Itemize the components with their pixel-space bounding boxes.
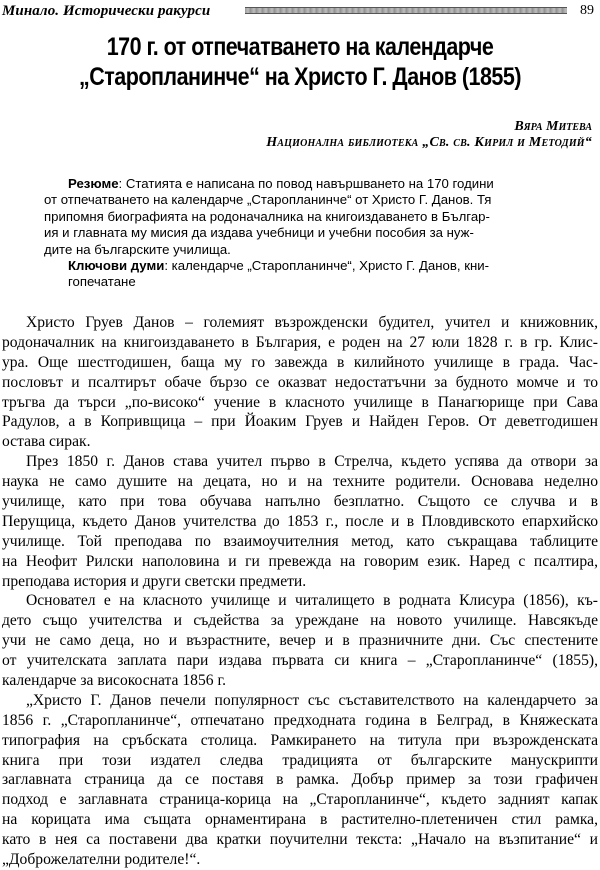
- body-line: През 1850 г. Данов става учител първо в Стрелча, където успява да отвори за: [26, 453, 598, 471]
- body-paragraph: [2, 313, 598, 452]
- keywords-text: : календарче „Старопланинче“, Христо Г. Данов, кни-: [164, 258, 490, 274]
- body-line: „Христо Г. Данов печели популярност със съставителството на календарчето за: [26, 691, 598, 709]
- body-line: 1856 г. „Старопланинче“, отпечатано предходната година в Белград, в Княжеската: [2, 711, 598, 729]
- keywords-label: Ключови думи: [68, 258, 165, 274]
- body-line: тръгва да търси „по-високо“ учение в класното училище в Панагюрище при Сава: [2, 393, 598, 411]
- body-paragraph: [2, 691, 598, 870]
- body-line: училище. Той преподава по взаимоучителния метод, като съкращава таблиците: [2, 532, 598, 550]
- body-line: календарче за високосната 1856 г.: [2, 672, 226, 690]
- body-line: ура. Още шестгодишен, баща му го завежда в килийното училище в града. Час-: [2, 353, 598, 371]
- summary-text: : Статията е написана по повод навършването на 170 години: [118, 176, 494, 191]
- running-header: [0, 2, 600, 22]
- body-line: Христо Груев Данов – големият възрожденски будител, учител и книжовник,: [26, 314, 598, 331]
- abstract-line: [44, 176, 574, 192]
- body-line: заглавната страница да се поставя в рамка. Добър пример за този графичен: [2, 771, 598, 789]
- author-institution: Национална библиотека „Св. св. Кирил и Методий“: [266, 135, 592, 150]
- body-line: дето също учителства и съдейства за уреждане на новото училище. Навсякъде: [2, 612, 598, 630]
- body-line: подход е заглавната страница-корица на „Старопланинче“, където задният капак: [2, 791, 598, 809]
- body-line: „Доброжелателни родителе!“.: [2, 851, 201, 869]
- abstract-line: припомня биографията на родоначалника на книгоиздаването в Българ-: [44, 208, 490, 224]
- body-line: родоначалник на книгоиздаването в България, е роден на 27 юли 1828 г. в гр. Клис-: [2, 333, 598, 351]
- abstract-line: дите на българските училища.: [44, 241, 231, 257]
- keywords-line: [44, 258, 574, 274]
- body-line: училище, като при това обучава напълно безплатно. Същото се случва и в: [2, 493, 598, 511]
- page-number: 89: [580, 3, 594, 18]
- body-line: остава сирак.: [2, 433, 91, 451]
- abstract-line: от отпечатването на календарче „Старопланинче“ от Христо Г. Данов. Тя: [44, 192, 492, 208]
- author-block: [266, 119, 592, 151]
- body-line: на Неофит Рилски наполовина и ги превежда на говорим език. Наред с псалтира,: [2, 552, 598, 570]
- header-decorative-rule: [245, 7, 567, 14]
- article-title: [42, 32, 558, 92]
- body-line: типография на сръбската столица. Рамкирането на титула при възрожденската: [2, 731, 598, 749]
- keywords-line: гопечатане: [68, 274, 136, 290]
- body-paragraph: [2, 591, 598, 690]
- body-line: като в нея са поставени два кратки поучителни текста: „Начало на възпитание“ и: [2, 831, 598, 849]
- author-name: Вяра Митева: [514, 119, 592, 134]
- body-line: учи не само деца, но и възрастните, вечер и в празничните дни. Със спестените: [2, 632, 598, 650]
- abstract-line: ия и главната му мисия да издава учебници и учебни пособия за нуж-: [44, 225, 474, 241]
- abstract-block: [44, 176, 574, 291]
- summary-label: Резюме: [68, 176, 119, 191]
- body-line: наука не само душите на децата, но и на техните родители. Основава неделно: [2, 473, 598, 491]
- body-line: от учителската заплата пари издава първата си книга – „Старопланинче“ (1855),: [2, 652, 598, 670]
- body-line: Радулов, а в Копривщица – при Йоаким Груев и Найден Геров. От деветгодишен: [2, 413, 598, 431]
- body-line: книга при този издател следва традицията от българските манускрипти: [2, 751, 598, 769]
- article-title-line-1: 170 г. от отпечатването на календарче: [106, 33, 494, 61]
- body-line: на корицата има същата орнаментирана в растително-плетеничен стил рамка,: [2, 811, 598, 829]
- body-line: преподава история и други светски предмети.: [2, 572, 307, 590]
- body-paragraph: [2, 452, 598, 591]
- running-header-section: Минало. Исторически ракурси: [2, 3, 211, 19]
- body-line: Перущица, където Данов учителства до 1853 г., после и в Пловдивското епархийско: [2, 512, 598, 530]
- body-line: Основател е на класното училище и читалището в родната Клисура (1856), къ-: [26, 592, 598, 610]
- article-body: [2, 313, 598, 870]
- body-line: пословът и псалтирът обаче бързо се оказват недостатъчни за будното момче и то: [2, 373, 598, 391]
- article-title-line-2: „Старопланинче“ на Христо Г. Данов (1855): [79, 63, 521, 91]
